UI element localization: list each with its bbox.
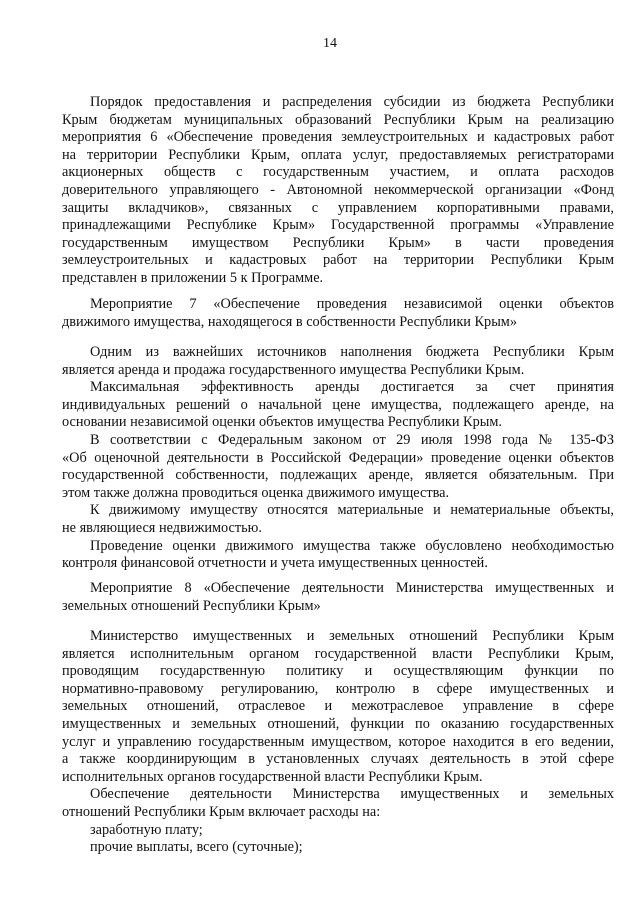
text-line: Министерство имущественных и земельных отношений Республики Крым xyxy=(90,628,614,644)
text-line: основании независимой оценки объектов имущества Республики Крым. xyxy=(62,414,502,431)
text-line: является исполнительным органом государственной власти Республики Крым, xyxy=(62,645,614,662)
text-line: отношений Республики Крым включает расходы на: xyxy=(62,803,381,820)
text-line: принадлежащими Республике Крым» Государственной программы «Управление xyxy=(62,217,614,234)
text-line: представлен в приложении 5 к Программе. xyxy=(62,269,324,286)
text-line: Обеспечение деятельности Министерства имущественных и земельных xyxy=(90,786,614,803)
text-line: услуг и управлению государственным имуществом, которое находится в его ведении, xyxy=(62,733,614,750)
text-line: на территории Республики Крым, оплата услуг, предоставляемых регистраторами xyxy=(62,146,614,163)
paragraph-budget-sources xyxy=(62,344,614,573)
text-line: индивидуальных решений о начальной цене имущества, подлежащего аренде, на xyxy=(62,396,614,413)
text-line: Максимальная эффективность аренды достигается за счет принятия xyxy=(90,379,614,396)
text-line: не являющиеся недвижимостью. xyxy=(62,519,262,536)
text-line: имущественных и земельных отношений, функции по оказанию государственных xyxy=(62,715,614,732)
text-line: В соответствии с Федеральным законом от 29 июля 1998 года № 135-ФЗ xyxy=(90,431,614,448)
text-line: акционерных обществ с государственным участием, и оплата расходов xyxy=(62,164,614,181)
text-line: Проведение оценки движимого имущества также обусловлено необходимостью xyxy=(90,537,614,554)
paragraph-subsidy-procedure xyxy=(62,94,614,288)
text-line: «Об оценочной деятельности в Российской Федерации» проведение оценки объектов xyxy=(62,449,614,466)
text-line: является аренда и продажа государственного имущества Республики Крым. xyxy=(62,361,525,378)
text-line: контроля финансовой отчетности и учета имущественных ценностей. xyxy=(62,555,488,572)
heading-measure-8 xyxy=(62,580,614,615)
text-line: Порядок предоставления и распределения субсидии из бюджета Республики xyxy=(90,94,614,110)
text-line: а также координирующим в установленных случаях деятельность в этой сфере xyxy=(62,751,614,768)
text-line: прочие выплаты, всего (суточные); xyxy=(90,839,303,856)
text-line: государственной собственности, подлежащих аренде, является обязательным. При xyxy=(62,467,614,484)
text-line: мероприятия 6 «Обеспечение проведения землеустроительных и кадастровых работ xyxy=(62,129,614,146)
page-number: 14 xyxy=(323,36,337,51)
text-line: Мероприятие 8 «Обеспечение деятельности Министерства имущественных и xyxy=(90,580,614,596)
paragraph-ministry xyxy=(62,628,614,857)
text-line: землеустроительных и кадастровых работ на территории Республики Крым xyxy=(62,252,614,269)
text-line: этом также должна проводиться оценка движимого имущества. xyxy=(62,484,450,501)
text-line: земельных отношений, отраслевое и межотраслевое управление в сфере xyxy=(62,698,614,715)
text-line: государственным имуществом Республики Крым» в части проведения xyxy=(62,234,614,251)
text-line: К движимому имуществу относятся материальные и нематериальные объекты, xyxy=(90,502,614,519)
text-line: исполнительных органов государственной власти Республики Крым. xyxy=(62,768,483,785)
text-line: движимого имущества, находящегося в собственности Республики Крым» xyxy=(62,313,517,330)
heading-measure-7 xyxy=(62,296,614,331)
text-line: нормативно-правовому регулированию, контролю в сфере имущественных и xyxy=(62,680,614,697)
text-line: заработную плату; xyxy=(90,821,203,838)
text-line: Одним из важнейших источников наполнения бюджета Республики Крым xyxy=(90,344,614,360)
text-line: защиты вкладчиков», связанных с управлением корпоративными правами, xyxy=(62,199,614,216)
text-line: Крым бюджетам муниципальных образований Республики Крым на реализацию xyxy=(62,111,614,128)
text-line: Мероприятие 7 «Обеспечение проведения независимой оценки объектов xyxy=(90,296,614,312)
text-line: доверительного управляющего - Автономной некоммерческой организации «Фонд xyxy=(62,181,614,198)
text-line: земельных отношений Республики Крым» xyxy=(62,597,321,614)
text-line: проводящим государственную политику и осуществляющим функции по xyxy=(62,663,614,680)
